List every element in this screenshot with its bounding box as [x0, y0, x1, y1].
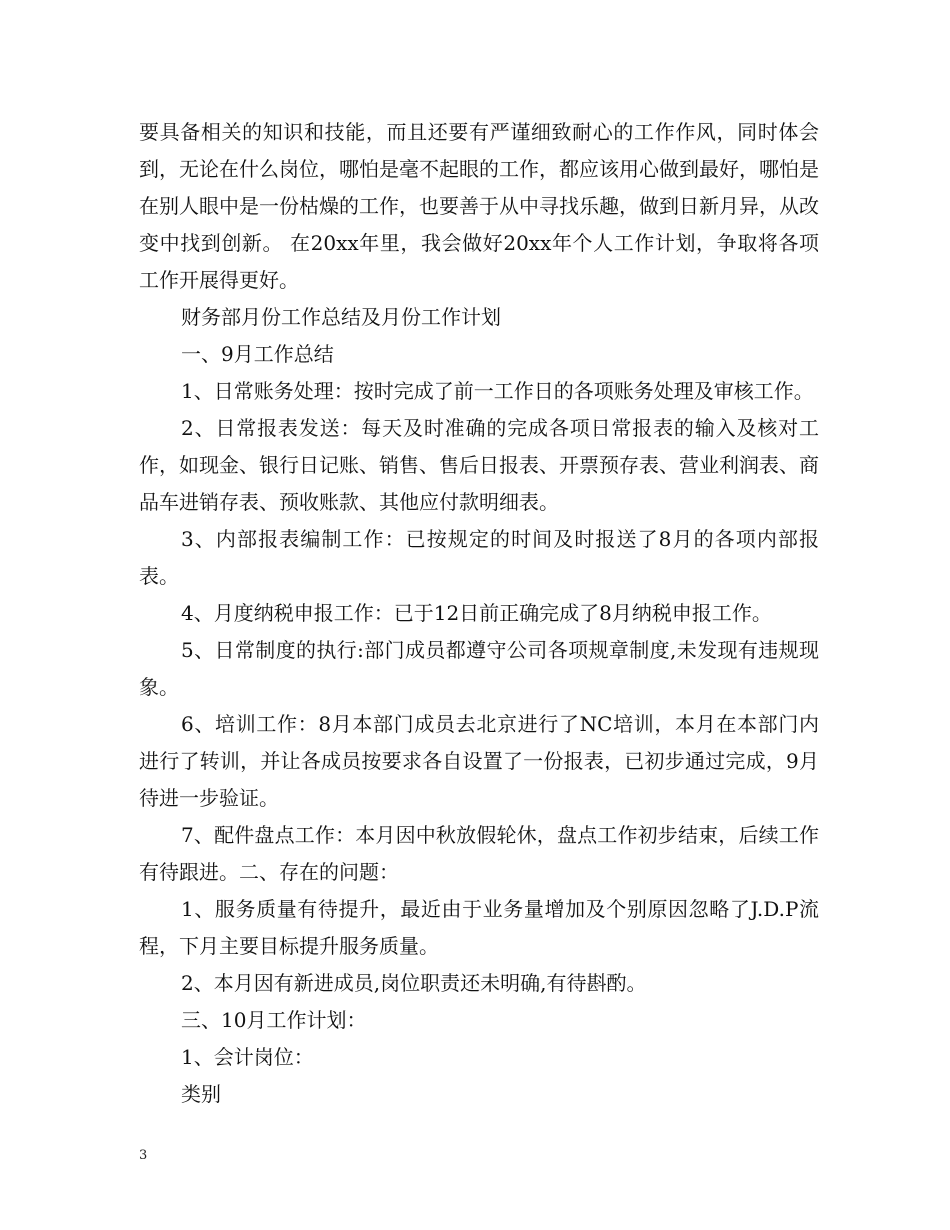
list-item-policy-compliance: 5、日常制度的执行:部门成员都遵守公司各项规章制度,未发现有违规现象。	[139, 638, 819, 699]
paragraph-section-title: 财务部月份工作总结及月份工作计划	[181, 305, 501, 329]
plan-item-accounting-role: 1、会计岗位：	[181, 1045, 314, 1069]
issue-item-new-members: 2、本月因有新进成员,岗位职责还未明确,有待斟酌。	[181, 971, 647, 995]
list-item-internal-reports: 3、内部报表编制工作：已按规定的时间及时报送了8月的各项内部报表。	[139, 527, 819, 588]
document-body	[139, 114, 819, 1113]
table-header-category: 类别	[181, 1082, 221, 1106]
list-item-parts-inventory: 7、配件盘点工作：本月因中秋放假轮休，盘点工作初步结束，后续工作有待跟进。二、存在的问题：	[139, 823, 819, 884]
heading-september-summary: 一、9月工作总结	[181, 342, 334, 366]
list-item-tax-filing: 4、月度纳税申报工作：已于12日前正确完成了8月纳税申报工作。	[181, 601, 772, 625]
paragraph-intro-continuation: 要具备相关的知识和技能，而且还要有严谨细致耐心的工作作风，同时体会到，无论在什么岗位，哪怕是毫不起眼的工作，都应该用心做到最好，哪怕是在别人眼中是一份枯燥的工作，也要善于从中寻找乐趣，做到日新月异，从改变中找到创新。 在20xx年里，我会做好20xx年个人工作计划，争取将各项工作开展得更好。	[139, 120, 819, 292]
list-item-daily-reports: 2、日常报表发送：每天及时准确的完成各项日常报表的输入及核对工作，如现金、银行日记账、销售、售后日报表、开票预存表、营业利润表、商品车进销存表、预收账款、其他应付款明细表。	[139, 416, 819, 514]
list-item-daily-accounting: 1、日常账务处理：按时完成了前一工作日的各项账务处理及审核工作。	[181, 379, 814, 403]
page-number: 3	[139, 1148, 148, 1163]
list-item-training: 6、培训工作：8月本部门成员去北京进行了NC培训，本月在本部门内进行了转训，并让各成员按要求各自设置了一份报表，已初步通过完成，9月待进一步验证。	[139, 712, 819, 810]
issue-item-service-quality: 1、服务质量有待提升，最近由于业务量增加及个别原因忽略了J.D.P流程，下月主要目标提升服务质量。	[139, 897, 819, 958]
heading-october-plan: 三、10月工作计划：	[181, 1008, 367, 1032]
